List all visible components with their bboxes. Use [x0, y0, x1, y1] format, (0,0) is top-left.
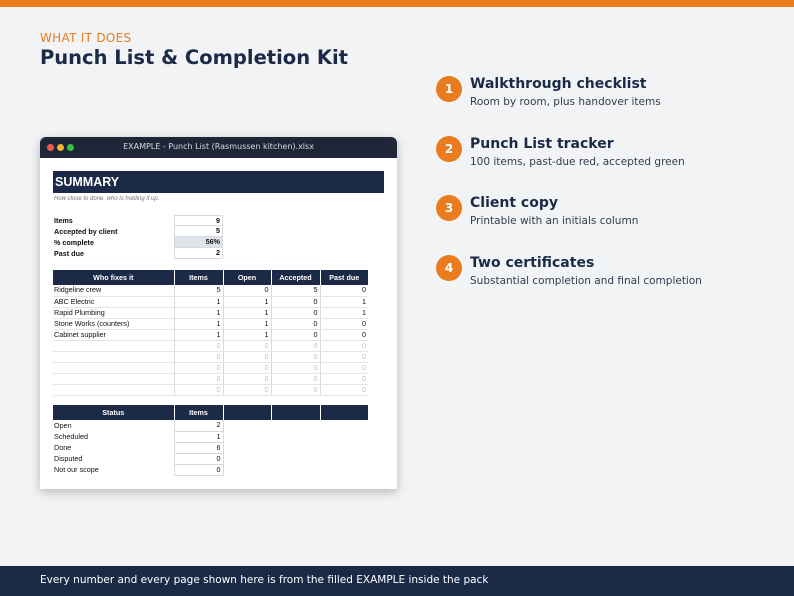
- count-cell[interactable]: 0: [223, 340, 271, 351]
- count-cell[interactable]: 0: [320, 329, 368, 340]
- summary-value[interactable]: 9: [174, 215, 223, 226]
- feature-description: 100 items, past-due red, accepted green: [470, 156, 685, 168]
- footer-text: Every number and every page shown here is from the filled EXAMPLE inside the pack: [40, 574, 489, 586]
- count-cell[interactable]: 0: [320, 384, 368, 395]
- column-header: Items: [174, 270, 223, 285]
- count-cell[interactable]: 1: [223, 318, 271, 329]
- count-cell[interactable]: 0: [271, 296, 320, 307]
- empty-cell: [271, 431, 320, 442]
- window-titlebar: [40, 137, 397, 158]
- column-header: Accepted: [271, 270, 320, 285]
- empty-cell: [223, 464, 271, 475]
- contractor-cell[interactable]: Rapid Plumbing: [53, 307, 174, 318]
- eyebrow-label: WHAT IT DOES: [40, 31, 132, 45]
- feature-title: Two certificates: [470, 255, 595, 271]
- status-cell[interactable]: Open: [54, 420, 72, 430]
- summary-label: Items: [54, 216, 73, 225]
- feature-description: Substantial completion and final completion: [470, 275, 702, 287]
- empty-cell: [271, 442, 320, 453]
- count-cell[interactable]: 0: [174, 351, 223, 362]
- table-row: [53, 431, 368, 442]
- table-row: [53, 442, 368, 453]
- summary-value[interactable]: 2: [174, 248, 223, 259]
- count-cell[interactable]: 0: [174, 340, 223, 351]
- contractor-cell[interactable]: [53, 373, 174, 384]
- column-header: Past due: [320, 270, 368, 285]
- column-header: [223, 405, 271, 420]
- contractor-cell[interactable]: [53, 340, 174, 351]
- table-row: [53, 384, 368, 395]
- count-cell[interactable]: 2: [174, 420, 223, 431]
- summary-label: Accepted by client: [54, 227, 118, 236]
- count-cell[interactable]: 1: [320, 296, 368, 307]
- table-row: [53, 318, 368, 329]
- table-header-row: [53, 405, 368, 420]
- count-cell[interactable]: 1: [223, 296, 271, 307]
- spreadsheet-window: [40, 137, 397, 489]
- count-cell[interactable]: 1: [174, 307, 223, 318]
- count-cell[interactable]: 0: [271, 307, 320, 318]
- table-row: [53, 296, 368, 307]
- empty-cell: [223, 442, 271, 453]
- count-cell[interactable]: 1: [223, 329, 271, 340]
- table-row: [53, 340, 368, 351]
- count-cell[interactable]: 0: [320, 362, 368, 373]
- empty-cell: [271, 453, 320, 464]
- empty-cell: [223, 431, 271, 442]
- count-cell[interactable]: 0: [223, 351, 271, 362]
- contractor-cell[interactable]: ABC Electric: [53, 296, 174, 307]
- count-cell[interactable]: 0: [174, 453, 223, 464]
- count-cell[interactable]: 1: [174, 431, 223, 442]
- page-title: Punch List & Completion Kit: [40, 46, 348, 69]
- summary-label: Past due: [54, 249, 84, 258]
- count-cell[interactable]: 5: [271, 285, 320, 296]
- table-row: [53, 373, 368, 384]
- count-cell[interactable]: 1: [174, 318, 223, 329]
- footer-bar: [0, 566, 794, 596]
- table-row: [53, 453, 368, 464]
- summary-note: How close to done, who is holding it up.: [54, 196, 160, 202]
- count-cell[interactable]: 0: [271, 340, 320, 351]
- column-header: Who fixes it: [53, 270, 174, 285]
- feature-description: Printable with an initials column: [470, 215, 639, 227]
- contractor-cell[interactable]: Cabinet supplier: [53, 329, 174, 340]
- count-cell[interactable]: 0: [174, 464, 223, 475]
- count-cell[interactable]: 1: [174, 296, 223, 307]
- empty-cell: [320, 431, 368, 442]
- count-cell[interactable]: 0: [223, 285, 271, 296]
- who-fixes-table: [53, 270, 368, 396]
- empty-cell: [320, 442, 368, 453]
- count-cell[interactable]: 0: [271, 362, 320, 373]
- count-cell[interactable]: 0: [223, 362, 271, 373]
- empty-cell: [271, 464, 320, 475]
- empty-cell: [271, 420, 320, 431]
- table-row: [53, 351, 368, 362]
- table-row: [53, 307, 368, 318]
- count-cell[interactable]: 0: [320, 351, 368, 362]
- status-cell[interactable]: Disputed: [54, 453, 83, 463]
- count-cell[interactable]: 0: [271, 318, 320, 329]
- contractor-cell[interactable]: [53, 351, 174, 362]
- count-cell[interactable]: 1: [223, 307, 271, 318]
- column-header: [320, 405, 368, 420]
- feature-title: Client copy: [470, 195, 558, 211]
- step-number-badge: 1: [436, 76, 462, 102]
- count-cell[interactable]: 0: [271, 329, 320, 340]
- count-cell[interactable]: 6: [174, 442, 223, 453]
- empty-cell: [223, 453, 271, 464]
- step-number-badge: 3: [436, 195, 462, 221]
- summary-value[interactable]: 5: [174, 226, 223, 237]
- count-cell[interactable]: 0: [174, 384, 223, 395]
- spreadsheet-sheet: [53, 171, 384, 474]
- contractor-cell[interactable]: [53, 362, 174, 373]
- status-table: [53, 405, 368, 476]
- feature-title: Walkthrough checklist: [470, 76, 647, 92]
- column-header: Open: [223, 270, 271, 285]
- feature-description: Room by room, plus handover items: [470, 96, 661, 108]
- column-header: Items: [174, 405, 223, 420]
- table-header-row: [53, 270, 368, 285]
- status-cell[interactable]: Not our scope: [54, 464, 99, 474]
- summary-value[interactable]: 56%: [174, 237, 223, 248]
- empty-cell: [223, 420, 271, 431]
- count-cell[interactable]: 0: [320, 373, 368, 384]
- step-number-badge: 2: [436, 136, 462, 162]
- count-cell[interactable]: 0: [174, 373, 223, 384]
- column-header: Status: [53, 405, 174, 420]
- status-cell[interactable]: Scheduled: [54, 431, 88, 441]
- count-cell[interactable]: 0: [320, 285, 368, 296]
- summary-row-past-due: [53, 248, 223, 259]
- summary-row-accepted: [53, 226, 223, 237]
- empty-cell: [320, 464, 368, 475]
- count-cell[interactable]: 0: [223, 373, 271, 384]
- contractor-cell[interactable]: Ridgeline crew: [53, 285, 174, 296]
- table-row: [53, 420, 368, 431]
- window-title: EXAMPLE - Punch List (Rasmussen kitchen).xlsx: [123, 142, 314, 151]
- top-accent-bar: [0, 0, 794, 7]
- feature-title: Punch List tracker: [470, 136, 614, 152]
- count-cell[interactable]: 0: [271, 373, 320, 384]
- summary-row-complete: [53, 237, 223, 248]
- count-cell[interactable]: 0: [271, 384, 320, 395]
- step-number-badge: 4: [436, 255, 462, 281]
- column-header: [271, 405, 320, 420]
- count-cell[interactable]: 0: [320, 318, 368, 329]
- count-cell[interactable]: 0: [174, 362, 223, 373]
- count-cell[interactable]: 0: [271, 351, 320, 362]
- count-cell[interactable]: 1: [174, 329, 223, 340]
- contractor-cell[interactable]: [53, 384, 174, 395]
- table-row: [53, 362, 368, 373]
- count-cell[interactable]: 0: [223, 384, 271, 395]
- empty-cell: [320, 420, 368, 431]
- count-cell[interactable]: 1: [320, 307, 368, 318]
- count-cell[interactable]: 5: [174, 285, 223, 296]
- table-row: [53, 464, 368, 475]
- count-cell[interactable]: 0: [320, 340, 368, 351]
- status-cell[interactable]: Done: [54, 442, 72, 452]
- table-row: [53, 329, 368, 340]
- summary-label: % complete: [54, 238, 94, 247]
- table-row: [53, 285, 368, 296]
- contractor-cell[interactable]: Stone Works (counters): [53, 318, 174, 329]
- summary-heading: SUMMARY: [53, 171, 384, 193]
- summary-row-items: [53, 215, 223, 226]
- empty-cell: [320, 453, 368, 464]
